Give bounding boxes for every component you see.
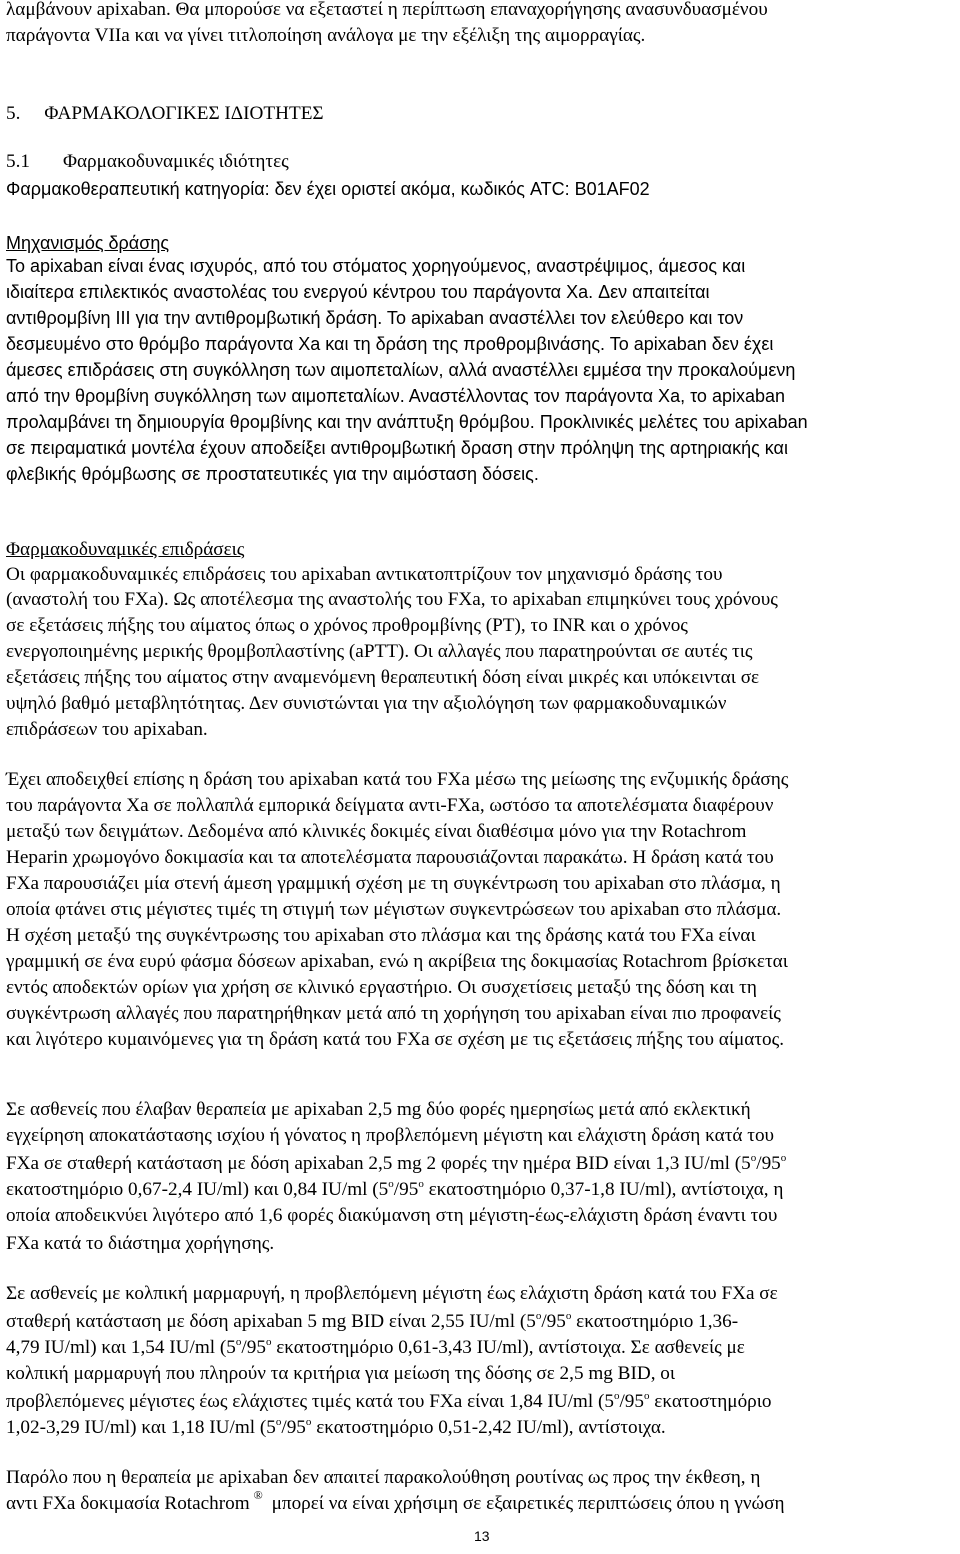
text-line: εγχείρηση αποκατάστασης ισχίου ή γόνατος η προβλεπόμενη μέγιστη και ελάχιστη δράση κατά του	[6, 1125, 775, 1146]
text-line: εκατοστημόριο 0,67-2,4 IU/ml) και 0,84 IU/ml (5$^o$/95$^o$ εκατοστημόριο 0,37-1,8 IU/ml), αντίστοιχα, η	[6, 1178, 784, 1200]
text-line: Η σχέση μεταξύ της συγκέντρωσης του apixaban στο πλάσμα και της δράσης κατά του FXa είναι	[6, 925, 756, 946]
section-heading-5	[6, 102, 324, 126]
text-line: γραμμική σε ένα ευρύ φάσμα δόσεων apixaban, ενώ η ακρίβεια της δοκιμασίας Rotachrom βρίσκεται	[6, 951, 788, 972]
text-line: FXa κατά το διάστημα χορήγησης.	[6, 1233, 275, 1254]
text-line: (αναστολή του FXa). Ως αποτέλεσμα της αναστολής του FXa, το apixaban επιμηκύνει τους χρόνους	[6, 589, 778, 610]
text-line: αντιθρομβίνη III για την αντιθρομβωτική δράση. Το apixaban αναστέλλει τον ελεύθερο και τον	[6, 308, 744, 328]
text-line: οποία αποδεικνύει λιγότερο από 1,6 φορές διακύμανση στη μέγιστη-έως-ελάχιστη δράση έναντι του	[6, 1205, 778, 1226]
text-line: δεσμευμένο στο θρόμβο παράγοντα Xa και τη δράση της προθρομβινάσης. Το apixaban δεν έχει	[6, 334, 774, 354]
text-line: 4,79 IU/ml) και 1,54 IU/ml (5$^o$/95$^o$ εκατοστημόριο 0,61-3,43 IU/ml), αντίστοιχα. Σε ασθενείς με	[6, 1336, 745, 1358]
text-line: Οι φαρμακοδυναμικές επιδράσεις του apixaban αντικατοπτρίζουν τον μηχανισμό δράσης του	[6, 564, 723, 585]
section-title: ΦΑΡΜΑΚΟΛΟΓΙΚΕΣ ΙΔΙΟΤΗΤΕΣ	[44, 103, 324, 124]
mechanism-heading: Μηχανισμός δράσης	[6, 233, 170, 253]
text-line: ιδιαίτερα επιλεκτικός αναστολέας του ενεργού κέντρου του παράγοντα Xa. Δεν απαιτείται	[6, 282, 710, 302]
text-line: συγκέντρωση αλλαγές που παρατηρήθηκαν μετά από τη χορήγηση του apixaban είναι πιο προφανείς	[6, 1003, 781, 1024]
text-line: οποία φτάνει στις μέγιστες τιμές τη στιγμή των μέγιστων συγκεντρώσεων του apixaban στο πλάσμα.	[6, 899, 782, 920]
section-title: Φαρμακοδυναμικές ιδιότητες	[62, 151, 289, 172]
text-line: Παρόλο που η θεραπεία με apixaban δεν απαιτεί παρακολούθηση ρουτίνας ως προς την έκθεση, η	[6, 1467, 761, 1488]
page-number: 13	[474, 1528, 490, 1544]
text-line: προλαμβάνει τη δημιουργία θρομβίνης και την ανάπτυξη θρόμβου. Προκλινικές μελέτες του apixaban	[6, 412, 808, 432]
text-line: FXa σε σταθερή κατάσταση με δόση apixaban 2,5 mg 2 φορές την ημέρα BID είναι 1,3 IU/ml (5$^o$/95$^o$	[6, 1152, 787, 1174]
text-line: Το apixaban είναι ένας ισχυρός, από του στόματος χορηγούμενος, αναστρέψιμος, άμεσος και	[6, 256, 746, 276]
text-line: μεταξύ των δειγμάτων. Δεδομένα από κλινικές δοκιμές είναι διαθέσιμα μόνο για την Rotachrom	[6, 821, 747, 842]
atc-classification: Φαρμακοθεραπευτική κατηγορία: δεν έχει οριστεί ακόμα, κωδικός ATC: B01AF02	[6, 179, 650, 199]
text-line: επιδράσεων του apixaban.	[6, 719, 208, 740]
text-line: εξετάσεις πήξης του αίματος στην αναμενόμενη θεραπευτική δόση είναι μικρές και υπόκεινται σε	[6, 667, 760, 688]
section-number: 5.	[6, 103, 21, 124]
text-line: λαμβάνουν apixaban. Θα μπορούσε να εξεταστεί η περίπτωση επαναχορήγησης ανασυνδυασμένου	[6, 0, 768, 20]
text-line: 1,02-3,29 IU/ml) και 1,18 IU/ml (5$^o$/95$^o$ εκατοστημόριο 0,51-2,42 IU/ml), αντίστοιχα.	[6, 1416, 666, 1438]
text-line: ενεργοποιημένης μερικής θρομβοπλαστίνης (aPTT). Οι αλλαγές που παρατηρούνται σε αυτές τις	[6, 641, 753, 662]
text-line: εντός αποδεκτών ορίων για χρήση σε κλινικό εργαστήριο. Οι συσχετίσεις μεταξύ της δόση και τη	[6, 977, 757, 998]
text-line: FXa παρουσιάζει μία στενή άμεση γραμμική σχέση με τη συγκέντρωση του apixaban στο πλάσμα, η	[6, 873, 781, 894]
text-line: σε πειραματικά μοντέλα έχουν αποδείξει αντιθρομβωτική δραση στην πρόληψη της αρτηριακής και	[6, 438, 788, 458]
text-line: προβλεπόμενες μέγιστες έως ελάχιστες τιμές κατά του FXa είναι 1,84 IU/ml (5$^o$/95$^o$ εκατοστημόριο	[6, 1390, 772, 1412]
section-heading-5-1	[6, 150, 289, 174]
text-line: σε εξετάσεις πήξης του αίματος όπως ο χρόνος προθρομβίνης (PT), το INR και ο χρόνος	[6, 615, 688, 636]
text-line: σταθερή κατάσταση με δόση apixaban 5 mg BID είναι 2,55 IU/ml (5$^o$/95$^o$ εκατοστημόριο 1,36-	[6, 1310, 739, 1332]
text-line: από την θρομβίνη συγκόλληση των αιμοπεταλίων. Αναστέλλοντας τον παράγοντα Xa, το apixaban	[6, 386, 786, 406]
section-number: 5.1	[6, 151, 30, 172]
text-line: και λιγότερο κυμαινόμενες για τη δράση κατά του FXa σε σχέση με τις εξετάσεις πήξης του αίματος.	[6, 1029, 785, 1050]
text-line: υψηλό βαθμό μεταβλητότητας. Δεν συνιστώνται για την αξιολόγηση των φαρμακοδυναμικών	[6, 693, 727, 714]
text-line: άμεσες επιδράσεις στη συγκόλληση των αιμοπεταλίων, αλλά αναστέλλει εμμέσα την προκαλούμενη	[6, 360, 796, 380]
registered-mark: ®	[253, 1488, 263, 1502]
text-line: Heparin χρωμογόνο δοκιμασία και τα αποτελέσματα παρουσιάζονται παρακάτω. Η δράση κατά του	[6, 847, 774, 868]
text-line: αντι FXa δοκιμασία Rotachrom ® μπορεί να είναι χρήσιμη σε εξαιρετικές περιπτώσεις όπου η γνώση	[6, 1488, 785, 1514]
text-line: κολπική μαρμαρυγή που πληρούν τα κριτήρια για μείωση της δόσης σε 2,5 mg BID, οι	[6, 1363, 676, 1384]
text-line: Σε ασθενείς που έλαβαν θεραπεία με apixaban 2,5 mg δύο φορές ημερησίως μετά από εκλεκτική	[6, 1099, 751, 1120]
text-line: Έχει αποδειχθεί επίσης η δράση του apixaban κατά του FXa μέσω της μείωσης της ενζυμικής δράσης	[6, 769, 789, 790]
text-line: του παράγοντα Xa σε πολλαπλά εμπορικά δείγματα αντι-FXa, ωστόσο τα αποτελέσματα διαφέρουν	[6, 795, 774, 816]
text-line: Σε ασθενείς με κολπική μαρμαρυγή, η προβλεπόμενη μέγιστη έως ελάχιστη δράση κατά του FXa σε	[6, 1283, 778, 1304]
text-line: παράγοντα VIIa και να γίνει τιτλοποίηση ανάλογα με την εξέλιξη της αιμορραγίας.	[6, 25, 646, 46]
pharmacodynamic-effects-heading: Φαρμακοδυναμικές επιδράσεις	[6, 539, 245, 560]
text-line: φλεβικής θρόμβωσης σε προστατευτικές για την αιμόσταση δόσεις.	[6, 464, 539, 484]
